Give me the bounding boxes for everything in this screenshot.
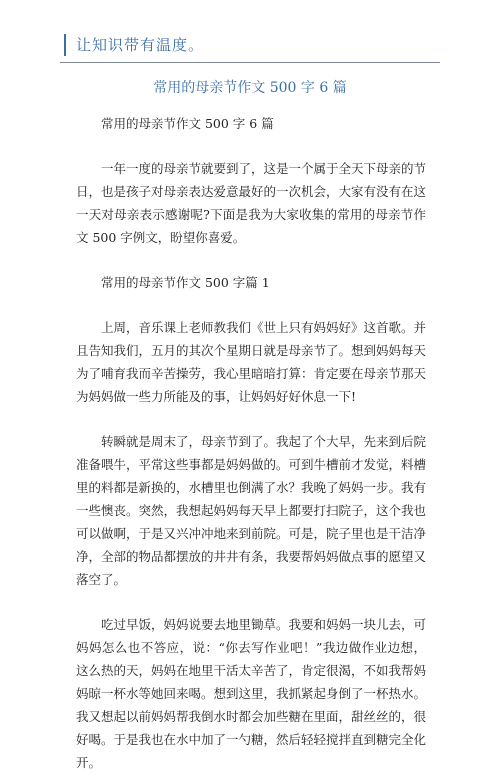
body-paragraph: 吃过早饭，妈妈说要去地里锄草。我要和妈妈一块儿去，可妈妈怎么也不答应，说：“你去写作业吧！”我边做作业边想，这么热的天，妈妈在地里干活太辛苦了，肯定很渴，不如我帮妈妈晾一杯水等她回来喝。想到这里，我抓紧起身倒了一杯热水。我又想起以前妈妈帮我倒水时都会加些糖在里面，甜丝丝的，很好喝。于是我也在水中加了一勺糖，然后轻轻搅拌直到糖完全化开。 — [76, 617, 427, 770]
section-heading: 常用的母亲节作文 500 字篇 1 — [101, 275, 270, 290]
body-paragraph: 转瞬就是周末了，母亲节到了。我起了个大早，先来到后院准备喂牛，平常这些事都是妈妈做的。可到牛槽前才发觉，料槽里的料都是新换的，水槽里也倒满了水？我晚了妈妈一步。我有一些懊丧。突然，我想起妈妈每天早上都要打扫院子，这个我也可以做啊，于是又兴冲冲地来到前院。可是，院子里也是干洁净净，全部的物品都摆放的井井有条，我要帮妈妈做点事的愿望又落空了。 — [76, 434, 427, 587]
document-title: 常用的母亲节作文 500 字 6 篇 — [153, 80, 347, 96]
section-heading: 常用的母亲节作文 500 字 6 篇 — [101, 116, 274, 131]
body-paragraph: 上周，音乐课上老师教我们《世上只有妈妈好》这首歌。并且告知我们，五月的其次个星期日就是母亲节了。想到妈妈每天为了哺育我而辛苦操劳，我心里暗暗打算：肯定要在母亲节那天为妈妈做一些力所能及的事，让妈妈好好休息一下! — [76, 320, 427, 404]
document-body — [76, 112, 426, 774]
header-slogan: 让知识带有温度。 — [76, 36, 205, 54]
page-header — [60, 32, 440, 62]
header-divider — [60, 62, 440, 63]
intro-paragraph: 一年一度的母亲节就要到了，这是一个属于全天下母亲的节日，也是孩子对母亲表达爱意最好的一次机会，大家有没有在这一天对母亲表示感谢呢?下面是我为大家收集的常用的母亲节作文 500 字例文，盼望你喜爱。 — [76, 161, 427, 245]
header-accent-bar — [64, 34, 66, 56]
